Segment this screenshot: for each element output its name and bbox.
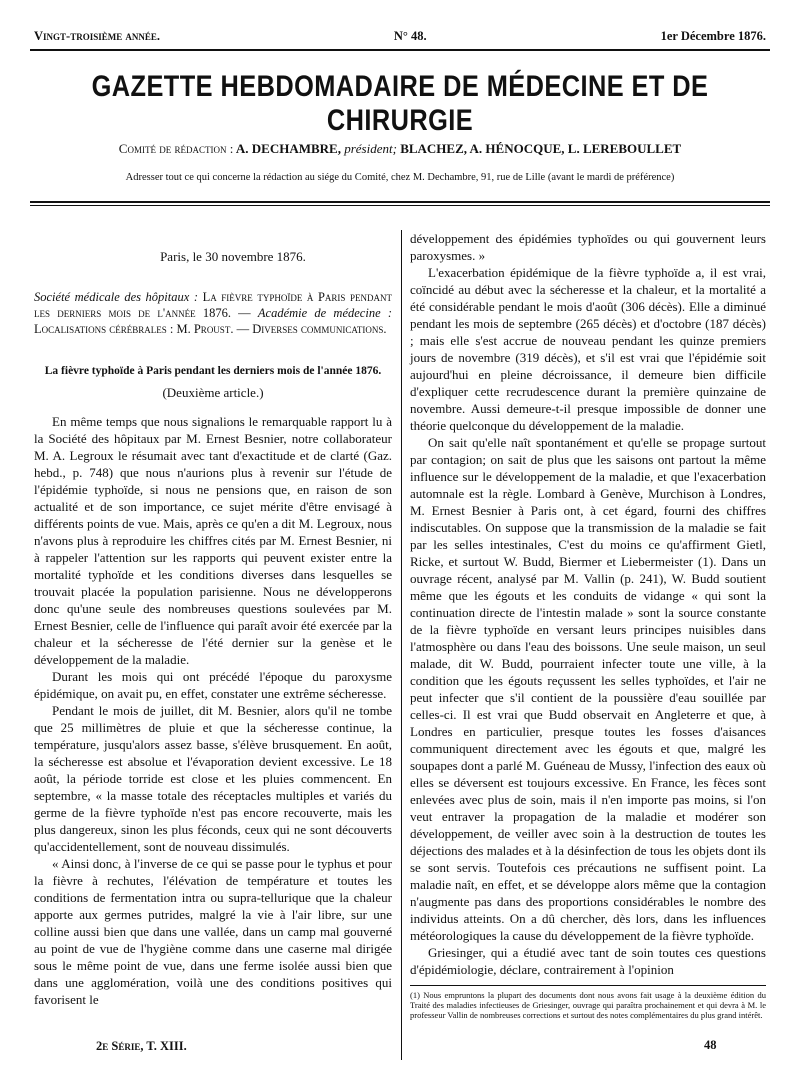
right-column (410, 230, 766, 978)
year-label: Vingt-troisième année. (34, 29, 160, 43)
article-subheading: (Deuxième article.) (162, 385, 264, 400)
left-paragraph-1: En même temps que nous signalions le remarquable rapport lu à la Société des hôpitaux par M. Ernest Besnier, notre collaborateur M. A. Legroux le résumait avec tant d'exactitude et de clarté (Gaz. hebd., p. 748) que nous n'aurions plus à revenir sur l'étude de l'épidémie typhoïde, si nous ne pensions que, en raison de son actualité et de son importance, ce sujet mérite d'être envisagé à différents points de vue. Mais, après ce qu'en a dit M. Legroux, nous n'avons plus à reproduire les chiffres cités par M. Ernest Besnier, ni à rappeler l'attention sur les rapports qui peuvent exister entre la mortalité typhoïde et les conditions diverses dans lesquelles se trouvait placée la population parisienne. Nous ne développerons donc qu'une seule des nombreuses questions soulevées par M. Ernest Besnier, celle de l'influence qui paraît avoir été exercée par la chaleur et la sécheresse de l'été dernier sur la genèse et le développement de la maladie. (34, 414, 392, 667)
header-rule-thick (30, 201, 770, 203)
left-paragraph-4: « Ainsi donc, à l'inverse de ce qui se passe pour le typhus et pour la fièvre à rechutes, l'élévation de température et toutes les conditions de fermentation intra ou supra-tellurique que la chaleur apporte aux germes putrides, malgré la vie à l'air libre, sur une colline aussi bien que dans une vallée, dans un camp mal gouverné au point de vue de l'hygiène comme dans une caserne mal dirigée sous le même point de vue, dans une ferme isolée aussi bien que dans une agglomération, voilà une des conditions positives qui favorisent le (34, 856, 392, 1007)
dateline: Paris, le 30 novembre 1876. (160, 249, 306, 264)
issue-number: N° 48. (393, 29, 427, 43)
right-paragraph-0: développement des épidémies typhoïdes ou qui gouvernent leurs paroxysmes. » (410, 231, 766, 263)
right-paragraph-1: L'exacerbation épidémique de la fièvre typhoïde a, il est vrai, coïncidé au début avec la sécheresse et la chaleur, et la mortalité a été considérable pendant le mois d'août (306 décès). Elle a diminué pendant les mois de septembre (265 décès) et d'octobre (187 décès) ; mais elle s'est accrue de nouveau pendant les quinze premiers jours de novembre (319 décès), et s'il est vrai que l'épidémie soit aujourd'hui en pleine décroissance, il demeure bien difficile d'expliquer cette recrudescence durant la première quinzaine de novembre. Aussi demeure-t-il presque impossible de donner une théorie quelconque du développement de la maladie. (410, 265, 766, 433)
committee-label: Comité de rédaction : (118, 141, 234, 156)
summary-localisations: Localisations cérébrales : M. Proust. — Diverses communications. (34, 322, 387, 336)
summary-academy: Académie de médecine : (257, 306, 392, 320)
top-rule (30, 49, 770, 51)
issue-date: 1er Décembre 1876. (660, 29, 766, 43)
left-paragraph-3: Pendant le mois de juillet, dit M. Besnier, alors qu'il ne tombe que 25 millimètres de pluie et que la sécheresse continue, la température, jusqu'alors assez basse, s'élève brusquement. En août, la sécheresse est absolue et l'évaporation devient excessive. Le 18 août, la période torride est close et les pluies commencent. En septembre, « la masse totale des réceptacles multiples et variés du germe de la fièvre typhoïde n'est pas encore recouverte, mais les plus dangereux, sinon les plus féconds, ceux qui ne sont découverts qu'accidentellement, sont de nouveau dissimulés. (34, 703, 392, 854)
committee-members: BLACHEZ, A. HÉNOCQUE, L. LEREBOULLET (400, 141, 682, 156)
footnote: (1) Nous empruntons la plupart des documents dont nous avons fait usage à la deuxième édition du Traité des maladies infectieuses de Griesinger, ouvrage qui paraîtra prochainement et qui devra à M. le professeur Vallin de nombreuses corrections et surtout des notes complémentaires du plus grand intérêt. (410, 990, 766, 1020)
summary (34, 289, 392, 337)
masthead-topline (34, 29, 766, 44)
header-rule-thin (30, 205, 770, 206)
article-heading: La fièvre typhoïde à Paris pendant les derniers mois de l'année 1876. (44, 365, 382, 377)
committee-president: A. DECHAMBRE, (235, 141, 341, 156)
committee-president-role: président; (344, 141, 397, 156)
summary-society: Société médicale des hôpitaux : (34, 290, 199, 304)
editorial-committee (30, 141, 770, 157)
series-label: 2e Série, T. XIII. (96, 1039, 187, 1053)
page-number: 48 (704, 1038, 717, 1052)
right-paragraph-2: On sait qu'elle naît spontanément et qu'elle se propage surtout par contagion; on sait de plus que les saisons ont partout la même influence sur le développement de la maladie, et que l'exacerbation automnale est la règle. Lombard à Genève, Murchison à Londres, M. Ernest Besnier à Paris ont, à cet égard, fourni des chiffres indiscutables. On suppose que la transmission de la maladie se fait par les selles intestinales, C'est du moins ce qu'affirment Gietl, Ricke, et surtout W. Budd, Biermer et Liebermeister (1). Dans un ouvrage récent, analysé par M. Vallin (p. 241), W. Budd soutient même que les égouts et les conduits de vidange « qui sont la continuation directe de l'intestin malade » sont la source constante de la fièvre typhoïde en versant leurs principes nuisibles dans l'atmosphère ou dans l'eau des boissons. Une seule maison, un seul malade, dit W. Budd, pourraient infecter toute une ville, à la condition que les égouts reçussent les selles typhoïdes, et l'air ne peut infecter que s'il contient de la poussière d'eau souillée par celles-ci. Il est vrai que Budd observait en Angleterre et que, à Londres en particulier, presque toutes les fosses d'aisances communiquent directement avec les égouts et que, malgré les soupapes dont a parlé M. Guéneau de Mussy, l'infection des eaux où elles se déversent est toujours excessive. En France, les fèces sont enlevées avec plus de soin, mais il n'en importe pas moins, si l'on veut entraver la propagation de la maladie et modérer son développement, de veiller avec soin à la destruction de toutes les déjections des malades et à la désinfection de tous les objets dont ils se sont servis. Toutefois ces précautions ne suffisent point. La maladie naît, en effet, et se développe alors même que la contagion n'augmente pas dans des proportions considérables le nombre des individus atteints. On a dû chercher, dès lors, dans les influences météorologiques la cause du développement de la fièvre typhoïde. (410, 435, 766, 943)
journal-title: GAZETTE HEBDOMADAIRE DE MÉDECINE ET DE CHIRURGIE (91, 70, 709, 137)
right-paragraph-3: Griesinger, qui a étudié avec tant de soin toutes ces questions d'épidémiologie, déclare, contrairement à l'opinion (410, 945, 766, 977)
column-divider (401, 230, 402, 1060)
left-paragraph-2: Durant les mois qui ont précédé l'époque du paroxysme épidémique, on avait pu, en effet, constater une extrême sécheresse. (34, 669, 392, 701)
editorial-address: Adresser tout ce qui concerne la rédaction au siége du Comité, chez M. Dechambre, 91, rue de Lille (avant le mardi de préférence) (125, 172, 675, 183)
summary-typhoid: La fièvre typhoïde à Paris pendant les derniers mois de l'année 1876. — (34, 290, 392, 320)
left-column (34, 248, 392, 1008)
footnote-rule (410, 985, 766, 986)
